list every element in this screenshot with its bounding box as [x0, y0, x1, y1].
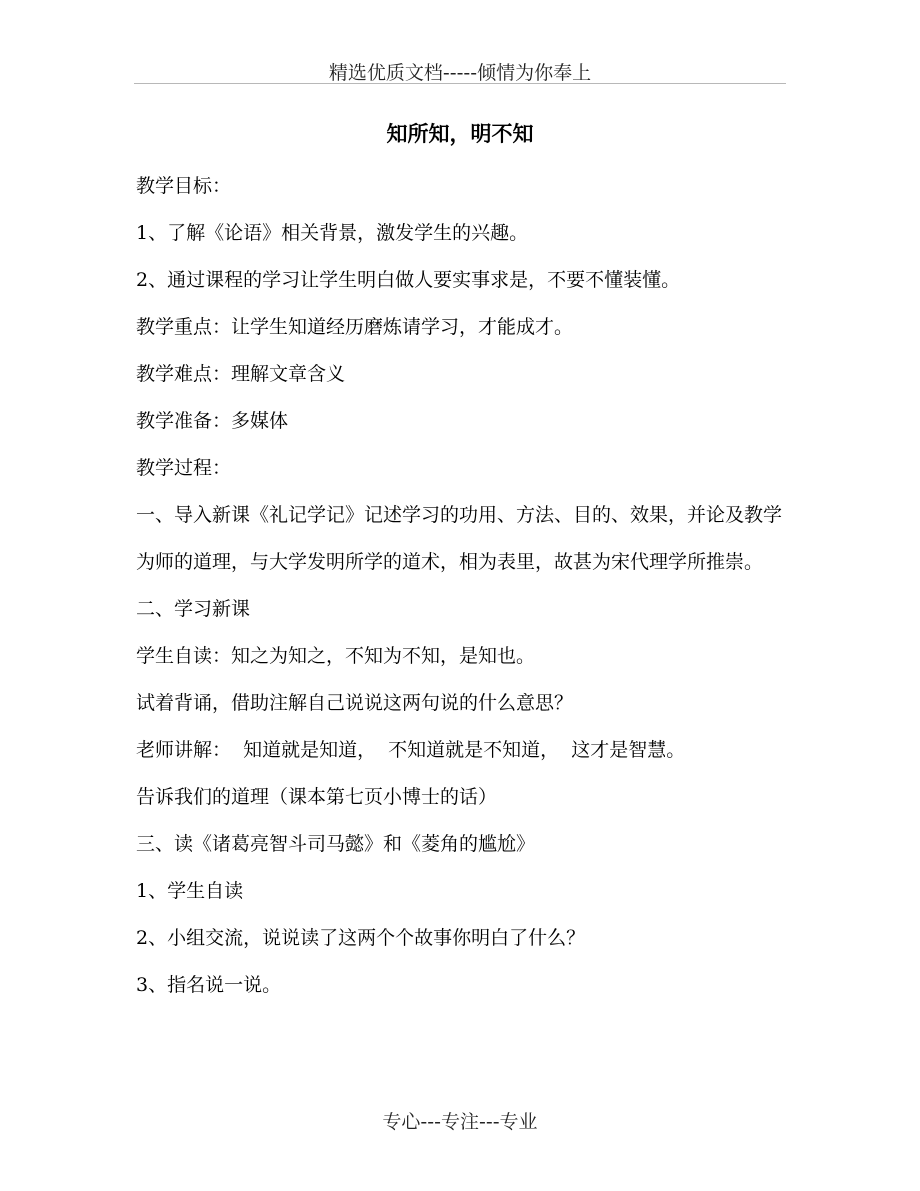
header-divider	[134, 83, 786, 84]
process-intro-paragraph: 一、导入新课《礼记学记》记述学习的功用、方法、目的、效果，并论及教学为师的道理，与大学发明所学的道术，相为表里，故甚为宋代理学所推崇。	[136, 504, 783, 573]
list-item: 1、学生自读	[136, 880, 244, 902]
teaching-preparation: 教学准备：多媒体	[136, 410, 289, 432]
list-item: 2、小组交流，说说读了这两个个故事你明白了什么？	[136, 927, 586, 949]
document-body	[136, 163, 788, 1009]
section-label-objectives: 教学目标：	[136, 175, 232, 197]
objective-item: 1、了解《论语》相关背景，激发学生的兴趣。	[136, 222, 529, 244]
body-paragraph: 学生自读：知之为知之，不知为不知，是知也。	[136, 645, 536, 667]
teaching-key-point: 教学重点：让学生知道经历磨炼请学习，才能成才。	[136, 316, 574, 338]
process-step-heading: 二、学习新课	[136, 598, 251, 620]
list-item: 3、指名说一说。	[136, 974, 282, 996]
teaching-difficulty: 教学难点：理解文章含义	[136, 363, 346, 385]
page-header: 精选优质文档-----倾情为你奉上	[328, 62, 592, 84]
body-paragraph: 告诉我们的道理（课本第七页小博士的话）	[136, 786, 498, 808]
page-footer: 专心---专注---专业	[382, 1111, 538, 1133]
body-paragraph: 试着背诵，借助注解自己说说这两句说的什么意思？	[136, 692, 574, 714]
body-paragraph: 老师讲解： 知道就是知道， 不知道就是不知道， 这才是智慧。	[136, 739, 686, 761]
section-label-process: 教学过程：	[136, 457, 232, 479]
document-title: 知所知，明不知	[386, 122, 534, 146]
objective-item: 2、通过课程的学习让学生明白做人要实事求是，不要不懂装懂。	[136, 269, 681, 291]
process-step-heading: 三、读《诸葛亮智斗司马懿》和《菱角的尴尬》	[136, 833, 536, 855]
